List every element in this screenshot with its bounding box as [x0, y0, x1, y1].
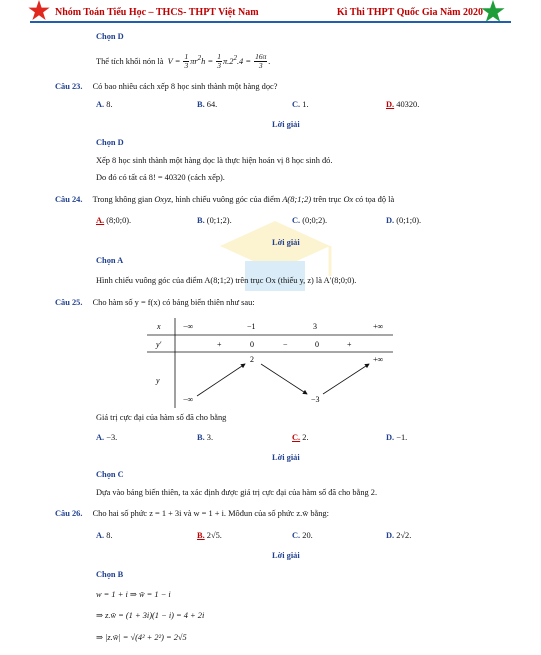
- q25-option-d: D. −1.: [386, 433, 408, 442]
- bvt-arrow-up: [197, 364, 245, 396]
- page-header: [0, 0, 541, 22]
- q23-option-a: A. 8.: [96, 100, 113, 109]
- q24-solution-title: Lời giải: [272, 238, 300, 247]
- bvt-yp-sign: −: [283, 340, 288, 349]
- watermark-logo-icon: [200, 216, 350, 306]
- bvt-y-value: +∞: [373, 355, 384, 364]
- bvt-x-value: +∞: [373, 322, 384, 331]
- bvt-y-value: 2: [250, 355, 254, 364]
- q24-stem: Câu 24. Trong không gian Oxyz, hình chiếu vuông góc của điểm A(8;1;2) trên trục Ox có tọa độ là: [55, 195, 395, 204]
- q26-choice: Chọn B: [96, 570, 124, 579]
- bvt-y-value: −∞: [183, 395, 194, 404]
- q24-solution-line: Hình chiếu vuông góc của điểm A(8;1;2) trên trục Ox (thiếu y, z) là A′(8;0;0).: [96, 276, 357, 285]
- header-group-name: Nhóm Toán Tiểu Học – THCS- THPT Việt Nam: [55, 7, 259, 18]
- q25-choice: Chọn C: [96, 470, 124, 479]
- q24-option-c: C. (0;0;2).: [292, 216, 328, 225]
- q25-number: Câu 25.: [55, 298, 83, 307]
- q25-option-c: C. 2.: [292, 433, 309, 442]
- q25-solution-title: Lời giải: [272, 453, 300, 462]
- q25-option-b: B. 3.: [197, 433, 214, 442]
- q25-text: Cho hàm số y = f(x) có bảng biến thiên như sau:: [92, 298, 255, 307]
- q22-choice: Chọn D: [96, 32, 124, 41]
- q22-volume-line: [96, 53, 270, 70]
- q23-text: Có bao nhiêu cách xếp 8 học sinh thành một hàng dọc?: [92, 82, 278, 91]
- red-star-icon: [28, 0, 50, 22]
- q25-option-a: A. −3.: [96, 433, 118, 442]
- bvt-yp-sign: +: [217, 340, 222, 349]
- q23-solution-title: Lời giải: [272, 120, 300, 129]
- q26-option-a: A. 8.: [96, 531, 113, 540]
- bvt-arrow-down: [261, 364, 307, 394]
- q23-option-c: C. 1.: [292, 100, 309, 109]
- bvt-yp-zero: 0: [315, 340, 319, 349]
- bvt-x-value: 3: [313, 322, 317, 331]
- q25-solution-line: Dựa vào bảng biến thiên, ta xác định được giá trị cực đại của hàm số đã cho bằng 2.: [96, 488, 378, 497]
- bvt-y-value: −3: [311, 395, 320, 404]
- q23-option-d: D. 40320.: [386, 100, 420, 109]
- q24-option-b: B. (0;1;2).: [197, 216, 232, 225]
- q22-volume-formula: V = $\frac{1}{3}$ $\pi r^2h$ = $\frac{1}{3}$ $\pi.2^2.4$ = $\frac{16\pi}{3}$ .: [165, 52, 271, 71]
- bvt-yp-label: y′: [156, 340, 162, 349]
- header-divider: [30, 21, 511, 23]
- bvt-yp-zero: 0: [250, 340, 254, 349]
- q26-stem: [55, 508, 329, 519]
- bvt-x-value: −1: [247, 322, 256, 331]
- q25-question: Giá trị cực đại của hàm số đã cho bằng: [96, 413, 227, 422]
- q26-solution-line-1: w = 1 + i ⇒ w̄ = 1 − i: [96, 590, 171, 599]
- q26-solution-title: Lời giải: [272, 551, 300, 560]
- bvt-yp-sign: +: [347, 340, 352, 349]
- q26-option-c: C. 20.: [292, 531, 313, 540]
- q24-option-a: A. (8;0;0).: [96, 216, 132, 225]
- q26-option-d: D. 2√2.: [386, 531, 412, 540]
- q26-solution-line-3: ⇒ |z.w̄| = √(4² + 2²) = 2√5: [96, 633, 187, 642]
- variation-table: [147, 318, 393, 408]
- q26-text: Cho hai số phức z = 1 + 3i và w = 1 + i. Môđun của số phức z.w̄ bằng:: [92, 509, 329, 518]
- q22-volume-prefix: Thể tích khối nón là: [96, 56, 164, 66]
- q25-stem: [55, 297, 255, 308]
- q23-solution-line-2: Do đó có tất cả 8! = 40320 (cách xếp).: [96, 173, 225, 182]
- q26-option-b: B. 2√5.: [197, 531, 222, 540]
- q24-choice: Chọn A: [96, 256, 124, 265]
- bvt-arrow-up: [323, 364, 369, 394]
- q24-number: Câu 24.: [55, 195, 83, 204]
- q23-stem: [55, 81, 277, 92]
- q26-number: Câu 26.: [55, 509, 83, 518]
- q23-option-b: B. 64.: [197, 100, 218, 109]
- bvt-x-label: x: [157, 322, 161, 331]
- q23-number: Câu 23.: [55, 82, 83, 91]
- bvt-y-label: y: [156, 376, 160, 385]
- q23-choice: Chọn D: [96, 138, 124, 147]
- header-exam-name: Kì Thi THPT Quốc Gia Năm 2020: [336, 7, 483, 18]
- q24-option-d: D. (0;1;0).: [386, 216, 422, 225]
- q26-solution-line-2: ⇒ z.w̄ = (1 + 3i)(1 − i) = 4 + 2i: [96, 611, 205, 620]
- q23-solution-line-1: Xếp 8 học sinh thành một hàng dọc là thực hiện hoán vị 8 học sinh đó.: [96, 156, 333, 165]
- bvt-x-value: −∞: [183, 322, 194, 331]
